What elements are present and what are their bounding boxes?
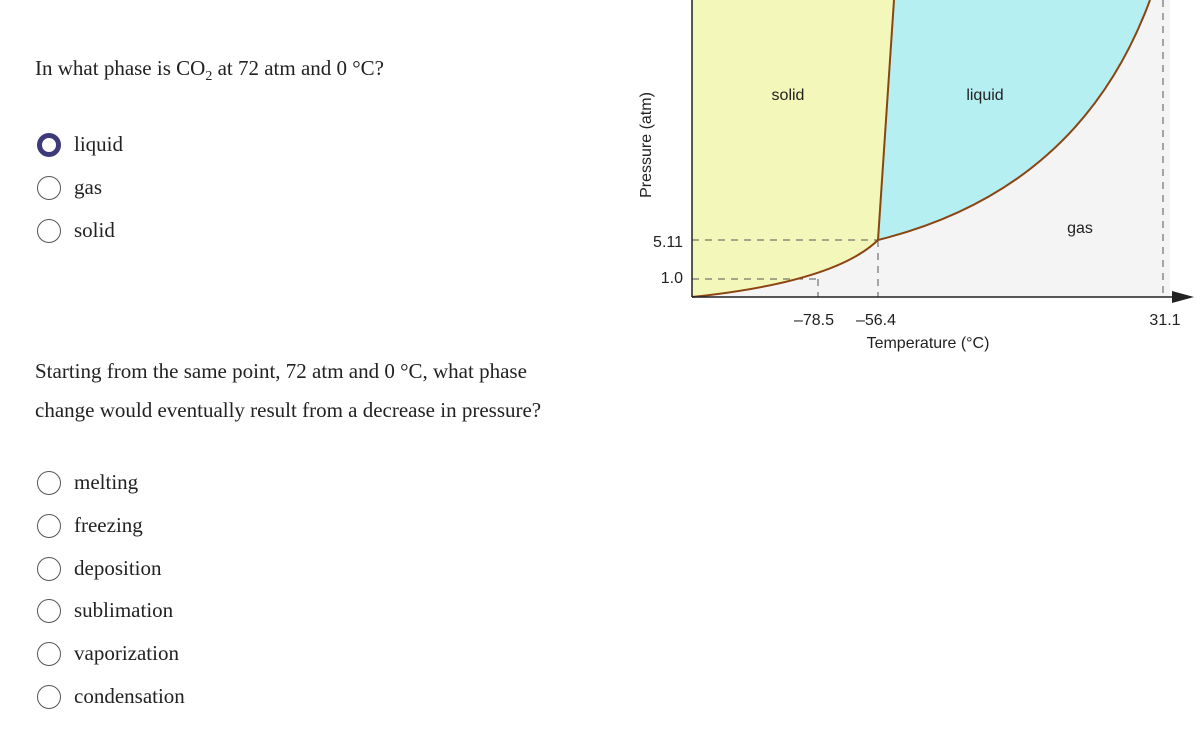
- question-2-text: Starting from the same point, 72 atm and 0 °C, what phase change would eventually result from a decrease in pressure?: [35, 359, 542, 422]
- q1-option-label: liquid: [74, 132, 124, 156]
- question-1-part-a: In what phase is CO: [35, 56, 206, 80]
- question-1-subscript: 2: [205, 69, 213, 84]
- q2-option-label: condensation: [74, 684, 185, 708]
- region-label-gas: gas: [1067, 220, 1093, 237]
- q2-option-label: melting: [74, 470, 139, 494]
- q1-option-label: solid: [74, 218, 115, 242]
- x-tick-label: 31.1: [1149, 312, 1181, 329]
- y-axis-title: Pressure (atm): [638, 92, 655, 198]
- question-1-part-b: at 72 atm and 0 °C?: [212, 56, 385, 80]
- y-tick-label: 1.0: [660, 270, 683, 287]
- q2-option-label: sublimation: [74, 598, 174, 622]
- y-tick-label: 5.11: [653, 234, 683, 251]
- region-label-liquid: liquid: [966, 87, 1004, 104]
- q2-option-label: deposition: [74, 556, 162, 580]
- q2-option-label: freezing: [74, 513, 143, 537]
- x-tick-label: –78.5: [793, 312, 835, 329]
- q2-option-label: vaporization: [74, 641, 179, 665]
- region-label-solid: solid: [771, 87, 805, 104]
- x-axis-title: Temperature (°C): [866, 335, 990, 352]
- x-tick-label: –56.4: [855, 312, 897, 329]
- q1-option-label: gas: [74, 175, 102, 199]
- x-axis-arrow-icon: [1172, 291, 1194, 303]
